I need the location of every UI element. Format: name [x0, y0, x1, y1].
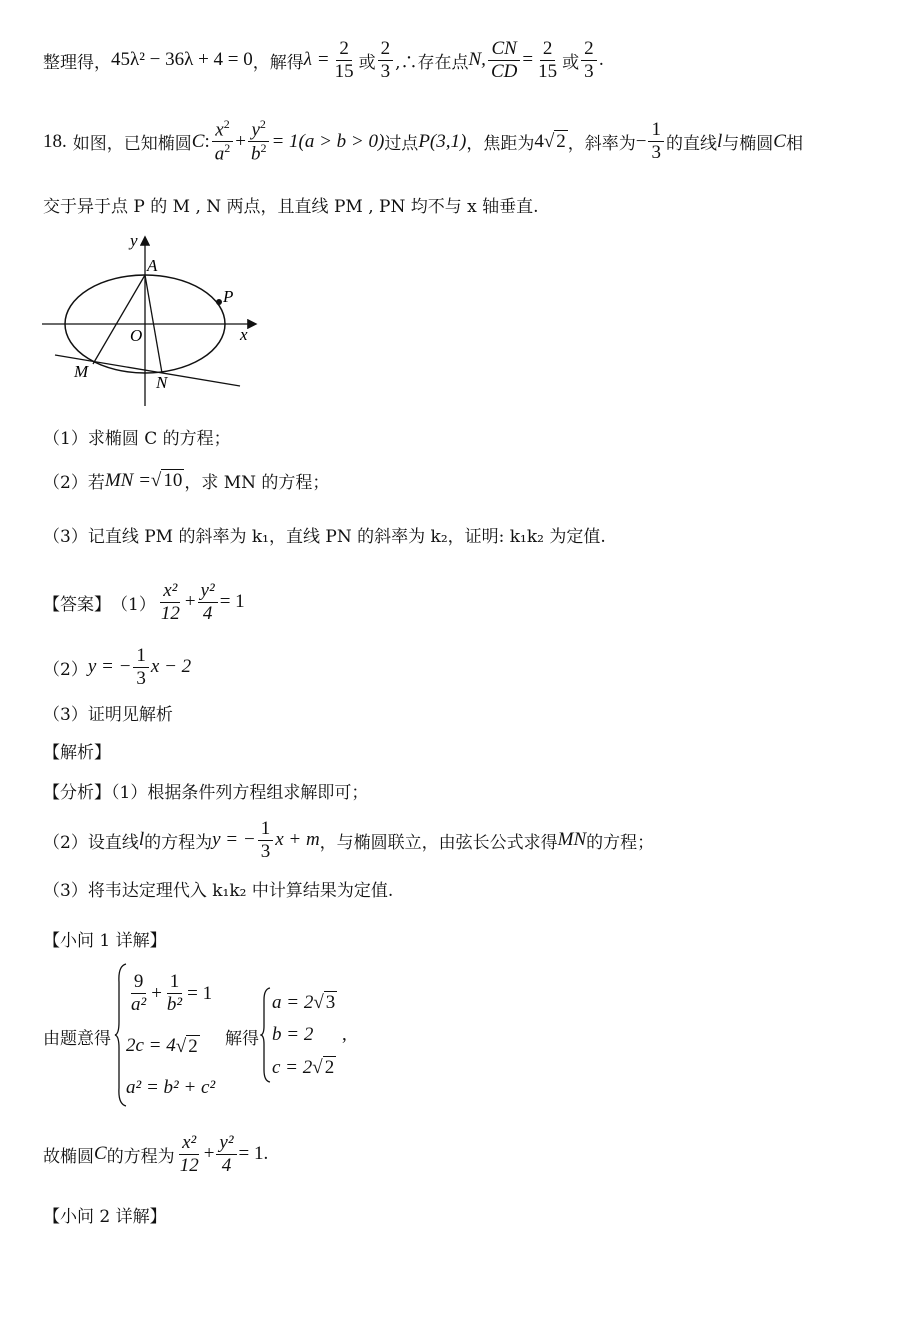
equation: x + m: [275, 829, 320, 851]
den: 12: [160, 602, 180, 624]
radicand: 3: [325, 992, 336, 1013]
answer-1: 【答案】 （1） $\frac{\text{x²}}{12}$ + $\frac{\text{y²}}{4}$ = 1: [43, 580, 245, 624]
res-a: [272, 991, 337, 1014]
text: （3）将韦达定理代入 k₁k₂ 中计算结果为定值.: [43, 881, 394, 901]
point-p-dot: [216, 299, 222, 305]
text: （2）: [43, 659, 88, 680]
solution-tail-line: [43, 38, 604, 83]
den: 4: [221, 1154, 232, 1176]
sqrt: √ 10: [150, 470, 183, 491]
text: ，斜率为: [567, 134, 636, 155]
num: 1: [648, 119, 664, 142]
equation: = 1: [187, 982, 213, 1004]
fraction: [648, 119, 664, 164]
radicand: 10: [163, 470, 183, 491]
text: 【小问 1 详解】: [43, 931, 167, 951]
equation: = 1.: [238, 1143, 269, 1165]
focal-coef: 4: [534, 130, 544, 152]
den: 3: [136, 667, 146, 689]
fraction: $\frac{x^2}{a^2}$: [212, 118, 234, 165]
num: y²: [216, 1132, 236, 1155]
fraction: [177, 1132, 202, 1177]
mn: MN: [557, 829, 587, 851]
num: 2: [581, 38, 597, 61]
text: 【分析】（1）根据条件列方程组求解即可；: [43, 783, 369, 803]
num: 2: [540, 38, 556, 61]
eq-1: [126, 971, 215, 1016]
den: 3: [260, 840, 271, 862]
equation: = 1(a > b > 0): [271, 130, 385, 152]
colon: :: [204, 130, 210, 152]
line-l: l: [716, 130, 723, 152]
den: b²: [166, 994, 183, 1016]
equation: b = 2: [272, 1024, 314, 1045]
den: 12: [179, 1154, 199, 1176]
text: （1）: [111, 594, 156, 615]
comma: [342, 1024, 347, 1046]
num: 2: [378, 38, 394, 61]
analysis-step2: [43, 818, 654, 863]
res-b: [272, 1024, 337, 1046]
num: 2: [336, 38, 352, 61]
equation: a² = b² + c²: [126, 1076, 216, 1098]
den: 3: [651, 142, 661, 164]
equation: a = 2: [272, 991, 314, 1013]
fraction: [581, 38, 597, 83]
sub2-title: [43, 1202, 167, 1227]
fraction: [535, 38, 560, 83]
fraction: [198, 580, 218, 625]
label-a: A: [147, 256, 158, 275]
lambda: λ =: [303, 49, 330, 71]
den: 3: [380, 60, 391, 82]
den: 15: [538, 60, 558, 82]
text: 整理得，: [43, 52, 111, 73]
text: （3）记直线 PM 的斜率为 k₁，直线 PN 的斜率为 k₂，证明: k₁k₂ 为定值.: [43, 527, 606, 547]
text: 相: [785, 134, 803, 155]
equals: =: [522, 49, 534, 71]
sqrt: √ 2: [175, 1035, 198, 1057]
result-system: [268, 986, 337, 1084]
analysis-fenxi: [43, 778, 368, 803]
den: 15: [334, 60, 354, 82]
text: ，与椭圆联立，由弦长公式求得: [319, 832, 558, 853]
segment-am: [93, 275, 145, 364]
analysis-label: [43, 738, 111, 763]
mn: MN =: [104, 469, 151, 491]
fraction: [258, 818, 274, 863]
equation: x − 2: [150, 656, 192, 678]
point-p: P(3,1): [418, 130, 467, 152]
part-2: [43, 468, 329, 493]
answer-label: 【答案】: [43, 594, 111, 615]
sub1-title: [43, 926, 167, 951]
text: 或: [562, 52, 580, 73]
text: ，解得: [252, 52, 304, 73]
fraction: [378, 38, 394, 83]
num: CN: [488, 38, 519, 61]
text: ，求 MN 的方程；: [184, 473, 330, 493]
den: a²: [131, 994, 147, 1016]
label-m: M: [74, 362, 89, 381]
text: （2）设直线: [43, 832, 139, 853]
num: 1: [258, 818, 274, 841]
text: （2）若: [43, 473, 105, 493]
text: .: [598, 50, 604, 71]
radicand: 2: [188, 1035, 198, 1057]
question-number: 18.: [43, 130, 67, 152]
radicand: 2: [556, 131, 566, 153]
text: 故椭圆: [43, 1146, 94, 1167]
ellipse-c: C: [191, 130, 205, 152]
fraction: $\frac{y^2}{b^2}$: [248, 118, 270, 165]
label-o: O: [130, 326, 143, 345]
eq-3: [126, 1077, 215, 1099]
num: 1: [133, 645, 149, 668]
equation: y = −: [87, 656, 132, 678]
text: ,: [342, 1024, 347, 1045]
ellipse-figure: [30, 228, 270, 408]
num: x²: [160, 580, 180, 603]
text: 由题意得: [43, 1029, 111, 1049]
fraction: [488, 38, 520, 83]
text: ,∴存在点: [395, 52, 469, 73]
equation: c = 2: [272, 1056, 313, 1078]
ellipse-c: C: [773, 130, 786, 152]
label-p: P: [223, 287, 234, 306]
equation: y = −: [212, 829, 256, 851]
num: x²: [179, 1132, 199, 1155]
sub1-by: [43, 1024, 111, 1049]
answer-2: [43, 645, 191, 690]
text: 过点: [384, 134, 419, 155]
sub1-conclusion: 故椭圆 C 的方程为 $\frac{\text{x²}}{12}$ + $\frac{\text{y²}}{4}$ = 1.: [43, 1132, 269, 1176]
question-18-line1: 18. 如图，已知椭圆 C : $\frac{x^2}{a^2}$ + $\frac{y^2}{b^2}$ = 1(a > b > 0) 过点 P(3,1) ，焦距为 4 √ 2 ，斜率为 − $\frac{1}{3}$ 的直线 l 与椭圆 C 相: [43, 117, 803, 165]
analysis-step3: [43, 876, 393, 901]
equation: = 1: [219, 591, 245, 613]
text: （1）求椭圆 C 的方程；: [43, 429, 231, 449]
sqrt: √ 2: [312, 1057, 335, 1078]
num: 1: [167, 971, 183, 994]
label-n: N: [156, 373, 168, 392]
given-system: [122, 962, 215, 1108]
text: 的方程；: [586, 832, 655, 853]
fraction: [133, 645, 149, 690]
den: 4: [202, 602, 213, 624]
text: 的直线: [665, 134, 717, 155]
minus: −: [635, 130, 647, 152]
sub1-solve: [225, 1024, 259, 1049]
res-c: [272, 1056, 337, 1079]
num: 9: [131, 971, 147, 994]
label-y: y: [130, 231, 138, 250]
part-3: [43, 522, 606, 547]
text: 【解析】: [43, 743, 111, 763]
text: 或: [358, 52, 376, 73]
question-18-line2: [43, 192, 539, 217]
text: 交于异于点 P 的 M , N 两点，且直线 PM , PN 均不与 x 轴垂直.: [43, 197, 539, 217]
radicand: 2: [324, 1057, 335, 1078]
ellipse-c: C: [94, 1143, 107, 1165]
fraction: [128, 971, 149, 1016]
text: 【小问 2 详解】: [43, 1207, 167, 1227]
text: （3）证明见解析: [43, 705, 173, 725]
text: 的方程为: [144, 832, 213, 853]
eq-2: [126, 1035, 215, 1058]
answer-3: [43, 700, 173, 725]
equation: 45λ² − 36λ + 4 = 0: [111, 49, 253, 71]
label-x: x: [240, 325, 248, 344]
text: ，焦距为: [466, 134, 535, 155]
line-l: l: [138, 829, 145, 851]
den: 3: [584, 60, 594, 82]
fraction: [158, 580, 183, 625]
num: y²: [198, 580, 218, 603]
fraction: [332, 38, 357, 83]
sqrt: √ 2: [543, 131, 566, 153]
fraction: [216, 1132, 236, 1177]
sqrt: √ 3: [313, 992, 336, 1013]
text: 解得: [225, 1029, 259, 1049]
text: 与椭圆: [722, 134, 774, 155]
part-1: [43, 424, 231, 449]
fraction: [164, 971, 185, 1016]
den: CD: [490, 60, 518, 82]
equation: 2c = 4: [126, 1035, 176, 1057]
text: 如图，已知椭圆: [72, 134, 192, 155]
plus: +: [151, 982, 162, 1004]
point-n: N,: [468, 49, 486, 71]
text: 的方程为: [106, 1146, 175, 1167]
